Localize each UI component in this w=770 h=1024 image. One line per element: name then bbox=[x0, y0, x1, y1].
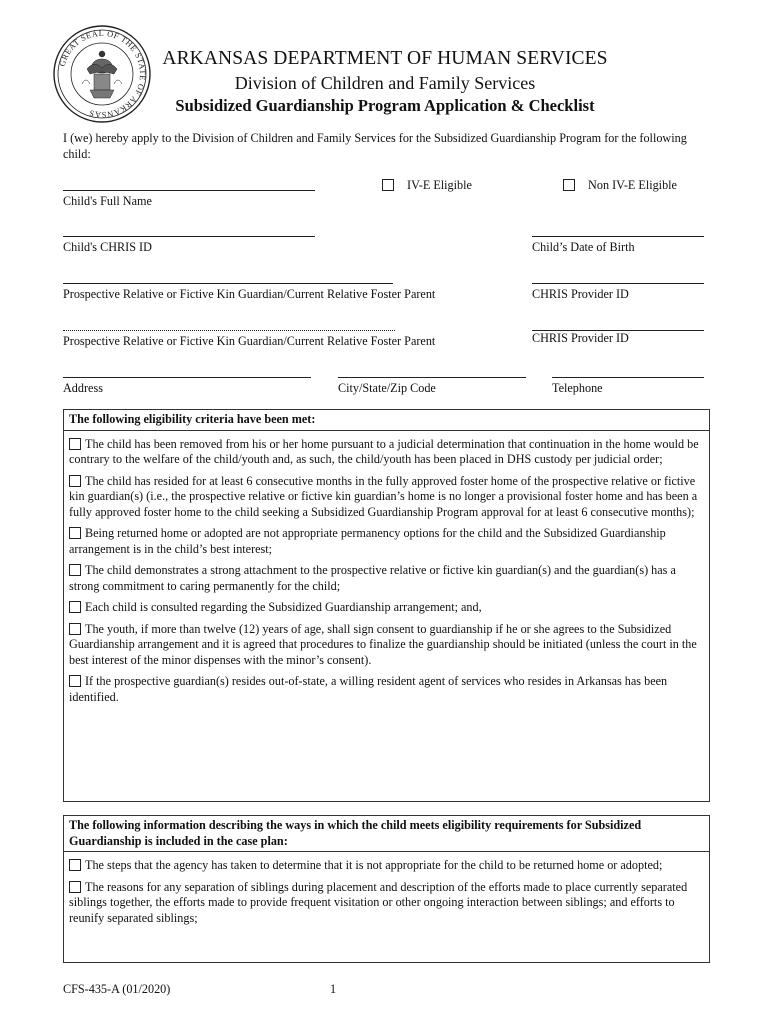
eligibility-criterion-text: The child demonstrates a strong attachment to the prospective relative or fictive kin guardian(s) and the guardian(s) has a strong commitment to caring permanently for the child; bbox=[69, 563, 676, 593]
child-full-name-field[interactable] bbox=[63, 190, 315, 191]
city-state-zip-label: City/State/Zip Code bbox=[338, 381, 436, 395]
child-dob-label: Child’s Date of Birth bbox=[532, 240, 635, 254]
child-chris-id-label: Child's CHRIS ID bbox=[63, 240, 152, 254]
guardian-1-label: Prospective Relative or Fictive Kin Guardian/Current Relative Foster Parent bbox=[63, 287, 436, 301]
address-label: Address bbox=[63, 381, 103, 395]
svg-text:GREAT SEAL OF THE STATE OF ARK: GREAT SEAL OF THE STATE OF ARKANSAS bbox=[57, 28, 148, 120]
eligibility-criterion-checkbox[interactable] bbox=[69, 475, 81, 487]
agency-title: ARKANSAS DEPARTMENT OF HUMAN SERVICES bbox=[162, 48, 608, 69]
city-state-zip-field[interactable] bbox=[338, 377, 526, 378]
ive-eligible-option bbox=[382, 178, 472, 193]
eligibility-heading: The following eligibility criteria have been met: bbox=[64, 410, 709, 431]
eligibility-criterion-text: The child has resided for at least 6 consecutive months in the fully approved foster home of the prospective relative or fictive kin guardian(s) (i.e., the prospective relative or fictive kin guardian’s home is no longer a provisional foster home and has been a fully approved foster home to the child seeking a Subsidized Guardianship Program approval for at least 6 consecutive months); bbox=[69, 473, 698, 519]
form-title: Subsidized Guardianship Program Application & Checklist bbox=[175, 96, 595, 115]
eligibility-criteria-section bbox=[63, 409, 710, 802]
eligibility-criterion-item bbox=[64, 563, 709, 594]
eligibility-criterion-text: Being returned home or adopted are not appropriate permanency options for the child and the Subsidized Guardianship arrangement is in the child’s best interest; bbox=[69, 526, 666, 556]
case-plan-requirement-item bbox=[64, 880, 709, 927]
guardian-2-label: Prospective Relative or Fictive Kin Guardian/Current Relative Foster Parent bbox=[63, 334, 436, 348]
telephone-field[interactable] bbox=[552, 377, 704, 378]
guardian-2-field[interactable] bbox=[63, 330, 395, 331]
eligibility-criterion-item bbox=[64, 474, 709, 521]
provider-id-1-label: CHRIS Provider ID bbox=[532, 287, 629, 301]
eligibility-criterion-item bbox=[64, 600, 709, 616]
eligibility-criterion-text: The youth, if more than twelve (12) years of age, shall sign consent to guardianship if he or she agrees to the Subsidized Guardianship arrangement and it is agreed that procedures to finalize the guardianship should be initiated (unless the court in the best interest of the minor dispenses with the minor’s consent). bbox=[69, 621, 697, 667]
eligibility-criterion-item bbox=[64, 526, 709, 557]
case-plan-heading: The following information describing the ways in which the child meets eligibility requirements for Subsidized Guardianship is included in the case plan: bbox=[64, 816, 709, 852]
eligibility-criterion-item bbox=[64, 674, 709, 705]
provider-id-2-label: CHRIS Provider ID bbox=[532, 331, 629, 345]
case-plan-requirement-text: The reasons for any separation of siblings during placement and description of the efforts made to place currently separated siblings together, the efforts made to provide frequent visitation or other ongoing interaction between siblings; and efforts to reunify separated siblings; bbox=[69, 879, 688, 925]
eligibility-criterion-text: The child has been removed from his or her home pursuant to a judicial determination that continuation in the home would be contrary to the welfare of the child/youth and, as such, the child/youth has been placed in DHS custody per judicial order; bbox=[69, 436, 699, 466]
telephone-label: Telephone bbox=[552, 381, 603, 395]
child-full-name-label: Child's Full Name bbox=[63, 194, 152, 208]
case-plan-requirement-checkbox[interactable] bbox=[69, 859, 81, 871]
page-number: 1 bbox=[330, 982, 337, 996]
case-plan-requirement-text: The steps that the agency has taken to determine that it is not appropriate for the child to be returned home or adopted; bbox=[85, 858, 663, 872]
eligibility-criterion-checkbox[interactable] bbox=[69, 564, 81, 576]
non-ive-eligible-checkbox[interactable] bbox=[563, 179, 575, 191]
eligibility-criterion-checkbox[interactable] bbox=[69, 601, 81, 613]
intro-paragraph: I (we) hereby apply to the Division of Children and Family Services for the Subsidized Guardianship Program for the following child: bbox=[63, 131, 687, 161]
eligibility-criterion-checkbox[interactable] bbox=[69, 438, 81, 450]
guardian-1-field[interactable] bbox=[63, 283, 393, 284]
case-plan-requirement-item bbox=[64, 858, 709, 874]
non-ive-eligible-label: Non IV-E Eligible bbox=[588, 178, 677, 192]
child-dob-field[interactable] bbox=[532, 236, 704, 237]
address-field[interactable] bbox=[63, 377, 311, 378]
case-plan-requirement-checkbox[interactable] bbox=[69, 881, 81, 893]
non-ive-eligible-option bbox=[563, 178, 677, 193]
form-number: CFS-435-A (01/2020) bbox=[63, 982, 171, 996]
eligibility-criterion-checkbox[interactable] bbox=[69, 527, 81, 539]
provider-id-1-field[interactable] bbox=[532, 283, 704, 284]
eligibility-criterion-item bbox=[64, 437, 709, 468]
ive-eligible-checkbox[interactable] bbox=[382, 179, 394, 191]
case-plan-section bbox=[63, 815, 710, 963]
child-chris-id-field[interactable] bbox=[63, 236, 315, 237]
ive-eligible-label: IV-E Eligible bbox=[407, 178, 472, 192]
eligibility-criterion-item bbox=[64, 622, 709, 669]
eligibility-criterion-checkbox[interactable] bbox=[69, 623, 81, 635]
division-title: Division of Children and Family Services bbox=[234, 73, 536, 93]
eligibility-criterion-text: If the prospective guardian(s) resides out-of-state, a willing resident agent of services who resides in Arkansas has been identified. bbox=[69, 674, 668, 704]
eligibility-criterion-checkbox[interactable] bbox=[69, 675, 81, 687]
eligibility-criterion-text: Each child is consulted regarding the Subsidized Guardianship arrangement; and, bbox=[85, 600, 482, 614]
